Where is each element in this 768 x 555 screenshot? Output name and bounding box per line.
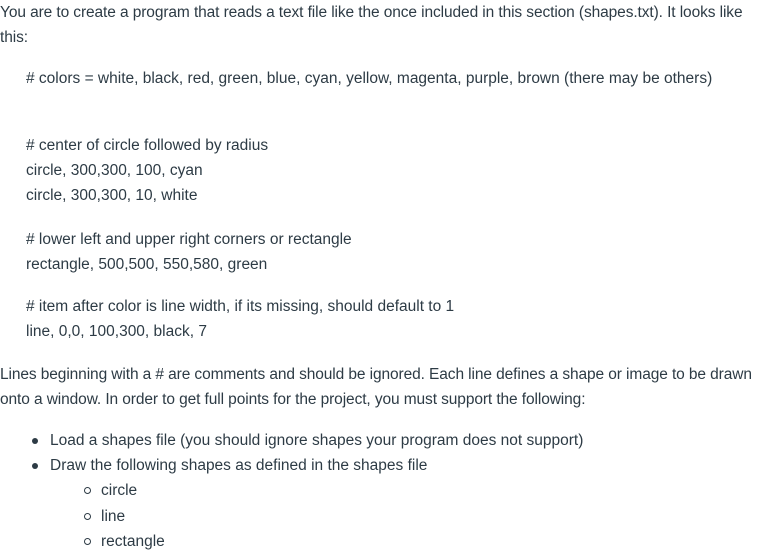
line-block	[26, 294, 746, 344]
colors-comment: # colors = white, black, red, green, blue, cyan, yellow, magenta, purple, brown (there may be others)	[26, 70, 713, 87]
shape-name: rectangle	[101, 533, 165, 550]
colors-block	[26, 66, 746, 91]
rules-paragraph: Lines beginning with a # are comments and should be ignored. Each line defines a shape or image to be drawn onto a window. In order to get full points for the project, you must support the following:	[0, 366, 752, 408]
circle-bullet-icon	[84, 538, 91, 545]
requirements-list	[0, 428, 768, 555]
circle-bullet-icon	[84, 513, 91, 520]
circle-comment: # center of circle followed by radius	[26, 137, 269, 154]
circle-line-1: circle, 300,300, 100, cyan	[26, 162, 203, 179]
line-comment: # item after color is line width, if its missing, should default to 1	[26, 298, 455, 315]
requirement-text: Load a shapes file (you should ignore shapes your program does not support)	[50, 432, 584, 449]
list-item	[0, 453, 768, 555]
rectangle-block	[26, 227, 746, 277]
circle-line-2: circle, 300,300, 10, white	[26, 187, 198, 204]
intro-paragraph: You are to create a program that reads a text file like the once included in this section (shapes.txt). It looks like this:	[0, 4, 743, 46]
list-item	[50, 504, 768, 530]
list-item	[50, 478, 768, 504]
rectangle-line: rectangle, 500,500, 550,580, green	[26, 256, 268, 273]
line-line: line, 0,0, 100,300, black, 7	[26, 323, 207, 340]
circle-block	[26, 133, 746, 208]
rectangle-comment: # lower left and upper right corners or rectangle	[26, 231, 352, 248]
shapes-sublist	[50, 478, 768, 555]
requirement-text: Draw the following shapes as defined in the shapes file	[50, 457, 428, 474]
bullet-icon	[32, 463, 38, 469]
shape-name: circle	[101, 482, 138, 499]
circle-bullet-icon	[84, 487, 91, 494]
shape-name: line	[101, 507, 126, 525]
list-item	[50, 529, 768, 555]
list-item	[0, 428, 768, 453]
bullet-icon	[32, 438, 38, 444]
